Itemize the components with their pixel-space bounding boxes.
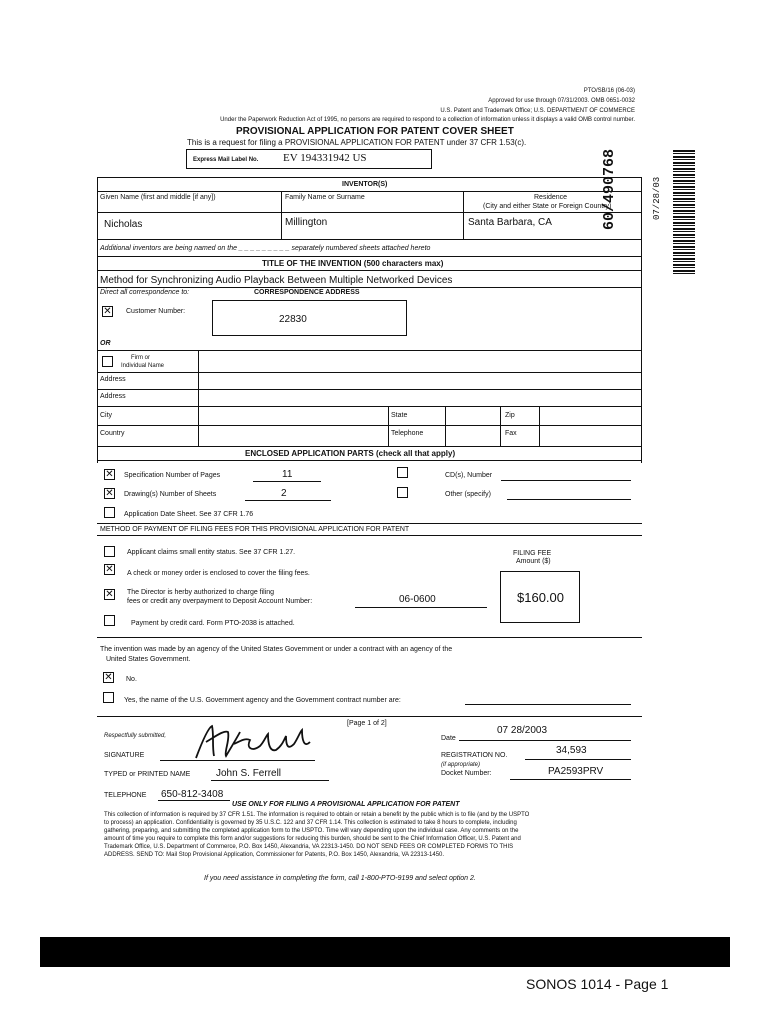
burden-line-3: gathering, preparing, and submitting the completed application form to the USPTO. Time will vary depending upon the individual case. Any comments on the: [104, 828, 519, 834]
specification-value[interactable]: 11: [282, 469, 293, 480]
handwritten-signature: [190, 722, 320, 762]
zip-label: Zip: [505, 412, 515, 419]
check-enclosed-label: A check or money order is enclosed to cover the filing fees.: [127, 570, 310, 577]
direct-correspondence: Direct all correspondence to:: [100, 289, 190, 296]
customer-number-label: Customer Number:: [126, 308, 186, 315]
telephone-label: Telephone: [391, 430, 424, 437]
government-yes-label: Yes, the name of the U.S. Government agency and the Government contract number are:: [124, 697, 401, 704]
other-checkbox[interactable]: [397, 487, 408, 498]
inventors-heading: INVENTOR(S): [342, 181, 388, 188]
inventor-given: Nicholas: [104, 219, 143, 230]
paperwork-text: Under the Paperwork Reduction Act of 1995, no persons are required to respond to a collection of information unless it displays a valid OMB control number.: [220, 117, 635, 123]
government-intro-2: United States Government.: [106, 656, 191, 663]
col-family-name: Family Name or Surname: [285, 194, 365, 201]
country-label: Country: [100, 430, 125, 437]
col-residence: Residence: [534, 194, 568, 201]
check-enclosed-checkbox[interactable]: ✕: [105, 564, 114, 575]
small-entity-checkbox[interactable]: [104, 546, 115, 557]
address-label-2: Address: [100, 393, 126, 400]
drawings-label: Drawing(s) Number of Sheets: [124, 491, 217, 498]
or-label: OR: [100, 340, 111, 347]
additional-inventors: Additional inventors are being named on the _ _ _ _ _ _ _ _ _ separately numbered sheets attached hereto: [100, 245, 431, 252]
respectfully-submitted: Respectfully submitted,: [104, 733, 167, 739]
scan-redaction-bar: [40, 937, 730, 967]
filing-stamp-date: 07/28/03: [652, 176, 662, 220]
use-only-heading: USE ONLY FOR FILING A PROVISIONAL APPLICATION FOR PATENT: [232, 801, 460, 808]
drawings-checkbox[interactable]: ✕: [105, 488, 114, 499]
date-value[interactable]: 07 28/2003: [497, 725, 548, 736]
filing-stamp-number: 60/490768: [601, 148, 618, 230]
burden-line-5: Trademark Office, U.S. Department of Commerce, P.O. Box 1450, Alexandria, VA 22313-1450. DO NOT SEND FEES OR COMPLETED FORMS TO THIS: [104, 844, 514, 850]
enclosed-heading: ENCLOSED APPLICATION PARTS (check all that apply): [245, 449, 456, 458]
customer-number-box: [212, 300, 407, 336]
col-residence-sub: (City and either State or Foreign Country): [483, 203, 612, 210]
invention-heading: TITLE OF THE INVENTION (500 characters max): [262, 259, 444, 268]
express-mail-label: Express Mail Label No.: [193, 157, 259, 163]
filing-fee-label-2: Amount ($): [516, 558, 551, 565]
deposit-account-value[interactable]: 06-0600: [399, 594, 436, 605]
col-given-name: Given Name (first and middle [if any]): [100, 194, 216, 201]
customer-number-checkbox[interactable]: ✕: [103, 306, 112, 317]
specification-checkbox[interactable]: ✕: [105, 469, 114, 480]
page-indicator: [Page 1 of 2]: [347, 720, 387, 727]
registration-label: REGISTRATION NO.: [441, 752, 508, 759]
typed-name-label: TYPED or PRINTED NAME: [104, 771, 191, 778]
burden-line-6: ADDRESS. SEND TO: Mail Stop Provisional Application, Commissioner for Patents, P.O. Box 1450, Alexandria, VA 22313-1450.: [104, 852, 445, 858]
correspondence-heading: CORRESPONDENCE ADDRESS: [254, 289, 360, 296]
filing-fee-label-1: FILING FEE: [513, 550, 552, 557]
telephone-sig-label: TELEPHONE: [104, 792, 147, 799]
deposit-account-checkbox[interactable]: ✕: [105, 589, 114, 600]
typed-name-value[interactable]: John S. Ferrell: [216, 768, 282, 779]
approved-text: Approved for use through 07/31/2003. OMB 0651-0032: [488, 98, 635, 104]
ads-label: Application Date Sheet. See 37 CFR 1.76: [124, 511, 254, 518]
cds-checkbox[interactable]: [397, 467, 408, 478]
state-label: State: [391, 412, 408, 419]
government-no-checkbox[interactable]: ✕: [104, 672, 113, 683]
government-intro-1: The invention was made by an agency of the United States Government or under a contract with an agency of the: [100, 646, 453, 653]
form-subtitle: This is a request for filing a PROVISIONAL APPLICATION FOR PATENT under 37 CFR 1.53(c).: [187, 138, 527, 147]
customer-number-value[interactable]: 22830: [279, 314, 307, 325]
credit-card-label: Payment by credit card. Form PTO-2038 is attached.: [131, 620, 295, 627]
burden-line-1: This collection of information is required by 37 CFR 1.51. The information is required to obtain or retain a benefit by the public which is to file (and by the USPTO: [104, 812, 530, 818]
docket-value[interactable]: PA2593PRV: [548, 766, 604, 777]
docket-label: Docket Number:: [441, 770, 492, 777]
burden-line-2: to process) an application. Confidentiality is governed by 35 U.S.C. 122 and 37 CFR 1.14. This collection is estimated to take 8 hours to complete, including: [104, 820, 517, 826]
fax-label: Fax: [505, 430, 517, 437]
specification-label: Specification Number of Pages: [124, 472, 221, 479]
firm-label-1: Firm or: [131, 355, 150, 361]
express-mail-value: EV 194331942 US: [283, 152, 367, 164]
assistance-text: If you need assistance in completing the form, call 1-800-PTO-9199 and select option 2.: [204, 875, 476, 882]
invention-title: Method for Synchronizing Audio Playback Between Multiple Networked Devices: [100, 275, 453, 286]
registration-value[interactable]: 34,593: [556, 745, 587, 756]
director-line-2: fees or credit any overpayment to Deposit Account Number:: [127, 598, 313, 605]
cds-label: CD(s), Number: [445, 472, 493, 479]
burden-line-4: amount of time you require to complete this form and/or suggestions for reducing this burden, should be sent to the Chief Information Officer, U.S. Patent and: [104, 836, 521, 842]
director-line-1: The Director is herby authorized to charge filing: [127, 589, 275, 596]
form-id: PTO/SB/16 (06-03): [583, 88, 635, 94]
city-label: City: [100, 412, 113, 419]
government-no-label: No.: [126, 676, 137, 683]
credit-card-checkbox[interactable]: [104, 615, 115, 626]
telephone-sig-value[interactable]: 650-812-3408: [161, 789, 224, 800]
ads-checkbox[interactable]: [104, 507, 115, 518]
drawings-value[interactable]: 2: [281, 488, 287, 499]
agency-text: U.S. Patent and Trademark Office; U.S. DEPARTMENT OF COMMERCE: [440, 108, 635, 114]
page-label: SONOS 1014 - Page 1: [526, 976, 669, 992]
inventor-residence: Santa Barbara, CA: [468, 217, 552, 228]
barcode-image: [673, 150, 695, 276]
other-label: Other (specify): [445, 491, 491, 498]
payment-heading: METHOD OF PAYMENT OF FILING FEES FOR THIS PROVISIONAL APPLICATION FOR PATENT: [100, 526, 410, 533]
filing-fee-amount: $160.00: [517, 590, 564, 605]
address-label-1: Address: [100, 376, 126, 383]
government-yes-checkbox[interactable]: [103, 692, 114, 703]
form-title: PROVISIONAL APPLICATION FOR PATENT COVER SHEET: [236, 126, 514, 137]
signature-label: SIGNATURE: [104, 752, 145, 759]
date-label: Date: [441, 735, 456, 742]
if-appropriate: (if appropriate): [441, 762, 481, 768]
firm-checkbox[interactable]: [102, 356, 113, 367]
firm-label-2: Individual Name: [121, 363, 165, 369]
small-entity-label: Applicant claims small entity status. See 37 CFR 1.27.: [127, 549, 296, 556]
inventor-family: Millington: [285, 217, 328, 228]
